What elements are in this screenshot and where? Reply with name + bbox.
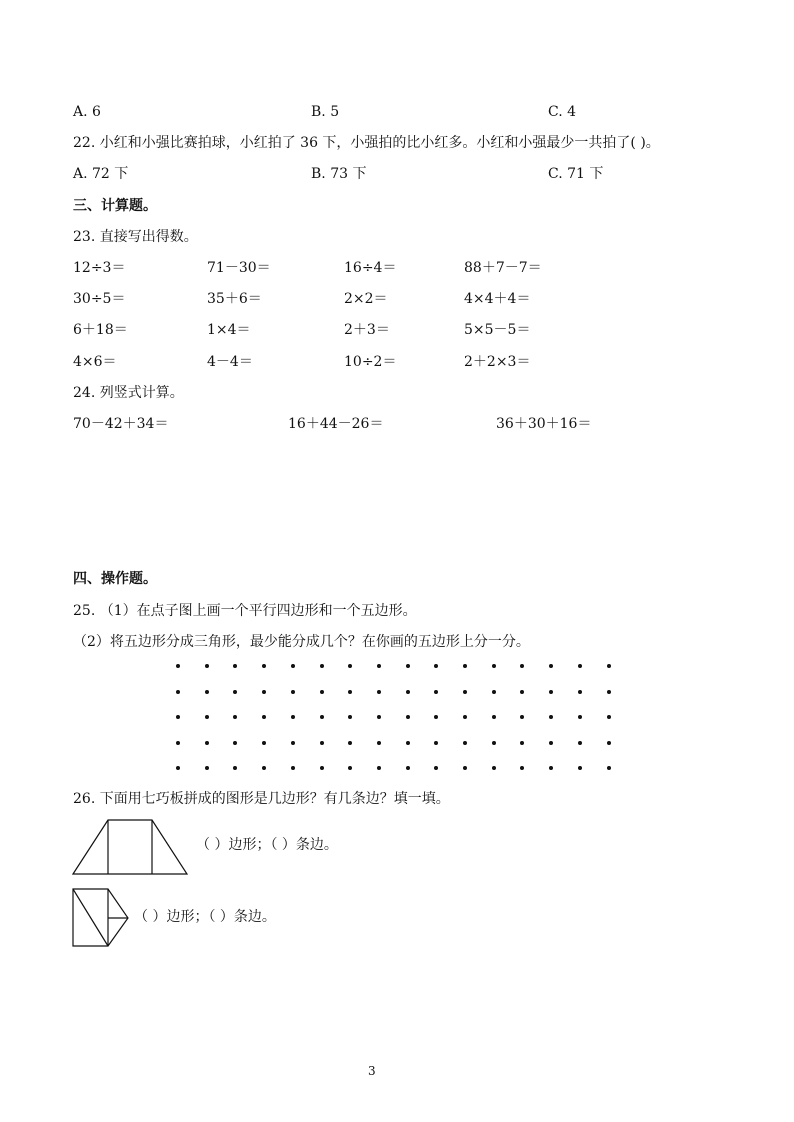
grid-dot[interactable]: [377, 690, 381, 694]
grid-dot[interactable]: [549, 715, 553, 719]
grid-dot[interactable]: [492, 664, 496, 668]
grid-dot[interactable]: [291, 690, 295, 694]
q23-r4c1: 4×6＝: [73, 354, 117, 370]
grid-dot[interactable]: [205, 690, 209, 694]
grid-dot[interactable]: [463, 715, 467, 719]
q22-option-b: B. 73 下: [311, 166, 367, 182]
pentagon-tangram-figure: [70, 886, 132, 950]
grid-dot[interactable]: [377, 741, 381, 745]
grid-dot[interactable]: [320, 715, 324, 719]
q23-r2c2: 35＋6＝: [207, 291, 262, 307]
q23-r1c2: 71－30＝: [207, 260, 271, 276]
grid-dot[interactable]: [578, 690, 582, 694]
grid-dot[interactable]: [291, 715, 295, 719]
grid-dot[interactable]: [262, 690, 266, 694]
grid-dot[interactable]: [578, 741, 582, 745]
grid-dot[interactable]: [549, 664, 553, 668]
grid-dot[interactable]: [233, 766, 237, 770]
grid-dot[interactable]: [348, 766, 352, 770]
grid-dot[interactable]: [434, 741, 438, 745]
grid-dot[interactable]: [520, 690, 524, 694]
grid-dot[interactable]: [434, 766, 438, 770]
q24-item-3: 36＋30＋16＝: [496, 416, 592, 432]
grid-dot[interactable]: [520, 664, 524, 668]
q23-r4c2: 4－4＝: [207, 354, 253, 370]
q23-r2c4: 4×4＋4＝: [464, 291, 531, 307]
q23-stem: 23. 直接写出得数。: [73, 229, 198, 245]
grid-dot[interactable]: [520, 741, 524, 745]
q23-r3c3: 2＋3＝: [344, 322, 390, 338]
q22-stem: 22. 小红和小强比赛拍球，小红拍了 36 下，小强拍的比小红多。小红和小强最少一共拍了( )。: [73, 135, 660, 151]
grid-dot[interactable]: [463, 664, 467, 668]
grid-dot[interactable]: [578, 766, 582, 770]
grid-dot[interactable]: [607, 741, 611, 745]
grid-dot[interactable]: [291, 664, 295, 668]
grid-dot[interactable]: [492, 690, 496, 694]
grid-dot[interactable]: [406, 741, 410, 745]
grid-dot[interactable]: [406, 766, 410, 770]
page-number: 3: [368, 1064, 376, 1078]
grid-dot[interactable]: [434, 715, 438, 719]
grid-dot[interactable]: [463, 690, 467, 694]
q24-item-1: 70－42＋34＝: [73, 416, 169, 432]
q23-r3c1: 6＋18＝: [73, 322, 128, 338]
grid-dot[interactable]: [463, 766, 467, 770]
grid-dot[interactable]: [607, 690, 611, 694]
grid-dot[interactable]: [233, 741, 237, 745]
grid-dot[interactable]: [434, 664, 438, 668]
q24-stem: 24. 列竖式计算。: [73, 385, 184, 401]
grid-dot[interactable]: [205, 766, 209, 770]
grid-dot[interactable]: [549, 741, 553, 745]
q23-r3c2: 1×4＝: [207, 322, 251, 338]
grid-dot[interactable]: [233, 664, 237, 668]
section3-title: 三、计算题。: [73, 198, 157, 214]
grid-dot[interactable]: [463, 741, 467, 745]
grid-dot[interactable]: [320, 741, 324, 745]
grid-dot[interactable]: [492, 741, 496, 745]
grid-dot[interactable]: [176, 690, 180, 694]
dot-grid[interactable]: [176, 664, 616, 776]
q26-stem: 26. 下面用七巧板拼成的图形是几边形？有几条边？填一填。: [73, 791, 450, 807]
grid-dot[interactable]: [578, 715, 582, 719]
q23-r2c1: 30÷5＝: [73, 291, 126, 307]
grid-dot[interactable]: [520, 715, 524, 719]
grid-dot[interactable]: [377, 766, 381, 770]
grid-dot[interactable]: [377, 715, 381, 719]
trapezoid-tangram-figure: [70, 818, 192, 878]
q22-option-c: C. 71 下: [548, 166, 604, 182]
q25-line1: 25. （1）在点子图上画一个平行四边形和一个五边形。: [73, 603, 417, 619]
grid-dot[interactable]: [176, 766, 180, 770]
grid-dot[interactable]: [320, 664, 324, 668]
grid-dot[interactable]: [492, 715, 496, 719]
grid-dot[interactable]: [262, 741, 266, 745]
q26-blank-2[interactable]: （ ）边形；（ ）条边。: [134, 909, 276, 925]
q23-r1c1: 12÷3＝: [73, 260, 126, 276]
q23-r1c3: 16÷4＝: [344, 260, 397, 276]
q21-option-c: C. 4: [548, 104, 577, 120]
grid-dot[interactable]: [205, 715, 209, 719]
grid-dot[interactable]: [176, 741, 180, 745]
section4-title: 四、操作题。: [73, 571, 157, 587]
grid-dot[interactable]: [291, 741, 295, 745]
grid-dot[interactable]: [406, 715, 410, 719]
grid-dot[interactable]: [348, 664, 352, 668]
q23-r4c4: 2＋2×3＝: [464, 354, 531, 370]
q26-blank-1[interactable]: （ ）边形；（ ）条边。: [196, 837, 338, 853]
grid-dot[interactable]: [233, 715, 237, 719]
q23-r3c4: 5×5－5＝: [464, 322, 531, 338]
grid-dot[interactable]: [348, 741, 352, 745]
grid-dot[interactable]: [377, 664, 381, 668]
grid-dot[interactable]: [492, 766, 496, 770]
grid-dot[interactable]: [205, 664, 209, 668]
grid-dot[interactable]: [348, 715, 352, 719]
grid-dot[interactable]: [233, 690, 237, 694]
grid-dot[interactable]: [176, 664, 180, 668]
grid-dot[interactable]: [176, 715, 180, 719]
q25-line2: （2）将五边形分成三角形，最少能分成几个？在你画的五边形上分一分。: [73, 634, 530, 650]
q21-option-a: A. 6: [73, 104, 101, 120]
grid-dot[interactable]: [549, 690, 553, 694]
grid-dot[interactable]: [406, 664, 410, 668]
q23-r1c4: 88＋7－7＝: [464, 260, 542, 276]
grid-dot[interactable]: [262, 715, 266, 719]
grid-dot[interactable]: [434, 690, 438, 694]
grid-dot[interactable]: [262, 664, 266, 668]
grid-dot[interactable]: [520, 766, 524, 770]
q23-r4c3: 10÷2＝: [344, 354, 397, 370]
grid-dot[interactable]: [578, 664, 582, 668]
grid-dot[interactable]: [607, 715, 611, 719]
grid-dot[interactable]: [406, 690, 410, 694]
grid-dot[interactable]: [348, 690, 352, 694]
q21-option-b: B. 5: [311, 104, 340, 120]
grid-dot[interactable]: [607, 664, 611, 668]
q22-option-a: A. 72 下: [73, 166, 129, 182]
grid-dot[interactable]: [320, 766, 324, 770]
grid-dot[interactable]: [291, 766, 295, 770]
grid-dot[interactable]: [205, 741, 209, 745]
grid-dot[interactable]: [607, 766, 611, 770]
grid-dot[interactable]: [549, 766, 553, 770]
grid-dot[interactable]: [262, 766, 266, 770]
q23-r2c3: 2×2＝: [344, 291, 388, 307]
grid-dot[interactable]: [320, 690, 324, 694]
q24-item-2: 16＋44－26＝: [288, 416, 384, 432]
